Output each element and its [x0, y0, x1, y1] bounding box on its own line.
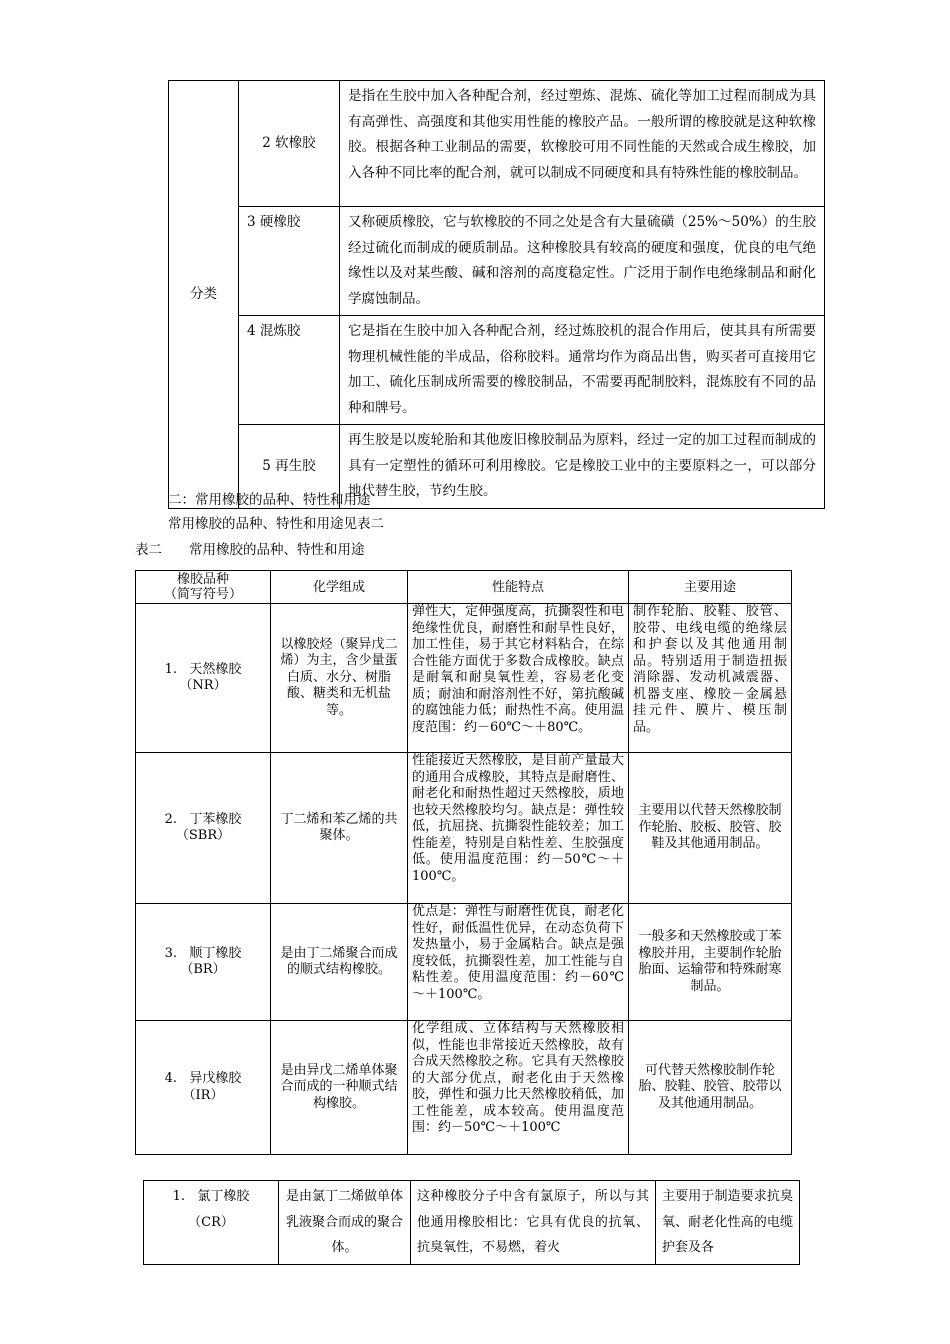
continuation-table [143, 1180, 800, 1265]
variety-name: 异戊橡胶 [189, 1071, 242, 1086]
performance-cell: 优点是：弹性与耐磨性优良，耐老化性好，耐低温性优异，在动态负荷下发热量小，易于金属粘合。缺点是强度较低，抗撕裂性差，加工性能与自粘性差。使用温度范围：约－60℃～＋100℃。 [408, 904, 629, 1021]
variety-code: （SBR） [175, 828, 231, 843]
variety-code: （IR） [182, 1087, 224, 1103]
performance-cell: 弹性大，定伸强度高，抗撕裂性和电绝缘性优良，耐磨性和耐旱性良好，加工性佳，易于其它材料粘合，在综合性能方面优于多数合成橡胶。缺点是耐氧和耐臭氧性差，容易老化变质；耐油和耐溶剂性不好，第抗酸碱的腐蚀能力低；耐热性不高。使用温度范围：约－60℃～＋80℃。 [408, 604, 629, 753]
variety-name: 氯丁橡胶 [197, 1189, 250, 1204]
use-cell: 主要用以代替天然橡胶制作轮胎、胶板、胶管、胶鞋及其他通用制品。 [629, 753, 792, 904]
variety-code: （CR） [188, 1214, 234, 1230]
section-intro: 常用橡胶的品种、特性和用途见表二 [168, 516, 384, 532]
use-cell: 可代替天然橡胶制作轮胎、胶鞋、胶管、胶带以及其他通用制品。 [629, 1021, 792, 1155]
rubber-varieties-table [135, 570, 792, 1155]
hard-rubber-name: 3 硬橡胶 [239, 207, 340, 316]
section-heading: 二：常用橡胶的品种、特性和用途 [168, 492, 371, 508]
row-number: 1. [164, 661, 177, 677]
compound-rubber-desc: 它是指在生胶中加入各种配合剂，经过炼胶机的混合作用后，使其具有所需要物理机械性能的半成品，俗称胶料。通常均作为商品出售，购买者可直接用它加工、硫化压制成所需要的橡胶制品，不需要再配制胶料，混炼胶有不同的品种和牌号。 [340, 316, 825, 425]
classification-table [168, 80, 825, 509]
variety-name: 天然橡胶 [189, 661, 242, 677]
composition-cell: 丁二烯和苯乙烯的共聚体。 [271, 753, 408, 904]
hard-rubber-desc: 又称硬质橡胶，它与软橡胶的不同之处是含有大量硫磺（25%～50%）的生胶经过硫化而制成的硬质制品。这种橡胶具有较高的硬度和强度，优良的电气绝缘性以及对某些酸、碱和溶剂的高度稳定性。广泛用于制作电绝缘制品和耐化学腐蚀制品。 [340, 207, 825, 316]
use-cell: 制作轮胎、胶鞋、胶管、胶带、电线电缆的绝缘层和护套以及其他通用制品。特别适用于制造扭振消除器、发动机减震器、机器支座、橡胶－金属悬挂元件、膜片、模压制品。 [629, 604, 792, 753]
performance-cell: 化学组成、立体结构与天然橡胶相似，性能也非常接近天然橡胶，故有合成天然橡胶之称。它具有天然橡胶的大部分优点，耐老化由于天然橡胶，弹性和强力比天然橡胶稍低，加工性能差，成本较高。使用温度范围：约－50℃～＋100℃ [408, 1021, 629, 1155]
composition-cell: 是由氯丁二烯做单体乳液聚合而成的聚合体。 [279, 1181, 411, 1265]
variety-name: 顺丁橡胶 [189, 945, 242, 961]
row-number: 3. [164, 945, 177, 961]
reclaimed-rubber-desc: 再生胶是以废轮胎和其他废旧橡胶制品为原料，经过一定的加工过程而制成的具有一定塑性的循环可利用橡胶。它是橡胶工业中的主要原料之一，可以部分地代替生胶，节约生胶。 [340, 425, 825, 509]
table-row [136, 1021, 792, 1155]
variety-cell [136, 604, 271, 753]
performance-cell: 这种橡胶分子中含有氯原子，所以与其他通用橡胶相比：它具有优良的抗氧、抗臭氧性，不易燃，着火 [411, 1181, 656, 1265]
row-number: 2. [164, 811, 177, 827]
variety-cell [136, 753, 271, 904]
header-performance: 性能特点 [408, 571, 629, 604]
soft-rubber-desc: 是指在生胶中加入各种配合剂，经过塑炼、混炼、硫化等加工过程而制成为具有高弹性、高强度和其他实用性能的橡胶产品。一般所谓的橡胶就是这种软橡胶。根据各种工业制品的需要，软橡胶可用不同性能的天然或合成生橡胶，加入各种不同比率的配合剂，就可以制成不同硬度和具有特殊性能的橡胶制品。 [340, 81, 825, 207]
variety-cell [136, 1021, 271, 1155]
row-number: 4. [164, 1071, 177, 1086]
composition-cell: 是由丁二烯聚合而成的顺式结构橡胶。 [271, 904, 408, 1021]
use-cell: 一般多和天然橡胶或丁苯橡胶并用，主要制作轮胎胎面、运输带和特殊耐寒制品。 [629, 904, 792, 1021]
composition-cell: 以橡胶烃（聚异戊二烯）为主，含少量蛋白质、水分、树脂酸、糖类和无机盐等。 [271, 604, 408, 753]
table-row [136, 904, 792, 1021]
variety-code: （NR） [179, 678, 227, 693]
variety-cell [136, 904, 271, 1021]
soft-rubber-name: 2 软橡胶 [239, 81, 340, 207]
compound-rubber-name: 4 混炼胶 [239, 316, 340, 425]
variety-code: （BR） [180, 962, 226, 977]
table-row [136, 753, 792, 904]
header-variety: 橡胶品种 （简写符号） [136, 571, 271, 604]
performance-cell: 性能接近天然橡胶，是目前产量最大的通用合成橡胶，其特点是耐磨性、耐老化和耐热性超过天然橡胶，质地也较天然橡胶均匀。缺点是：弹性较低，抗屈挠、抗撕裂性能较差；加工性能差，特别是自粘性差、生胶强度低。使用温度范围：约－50℃～＋100℃。 [408, 753, 629, 904]
table-row [136, 604, 792, 753]
table-caption: 表二 常用橡胶的品种、特性和用途 [135, 542, 365, 558]
header-composition: 化学组成 [271, 571, 408, 604]
row-number: 1. [172, 1189, 185, 1204]
variety-name: 丁苯橡胶 [189, 811, 242, 827]
category-cell: 分类 [169, 81, 239, 509]
variety-cell [144, 1181, 279, 1265]
use-cell: 主要用于制造要求抗臭氧、耐老化性高的电缆护套及各 [656, 1181, 800, 1265]
composition-cell: 是由异戊二烯单体聚合而成的一种顺式结构橡胶。 [271, 1021, 408, 1155]
table-row [144, 1181, 800, 1265]
reclaimed-rubber-name: 5 再生胶 [239, 425, 340, 509]
header-use: 主要用途 [629, 571, 792, 604]
